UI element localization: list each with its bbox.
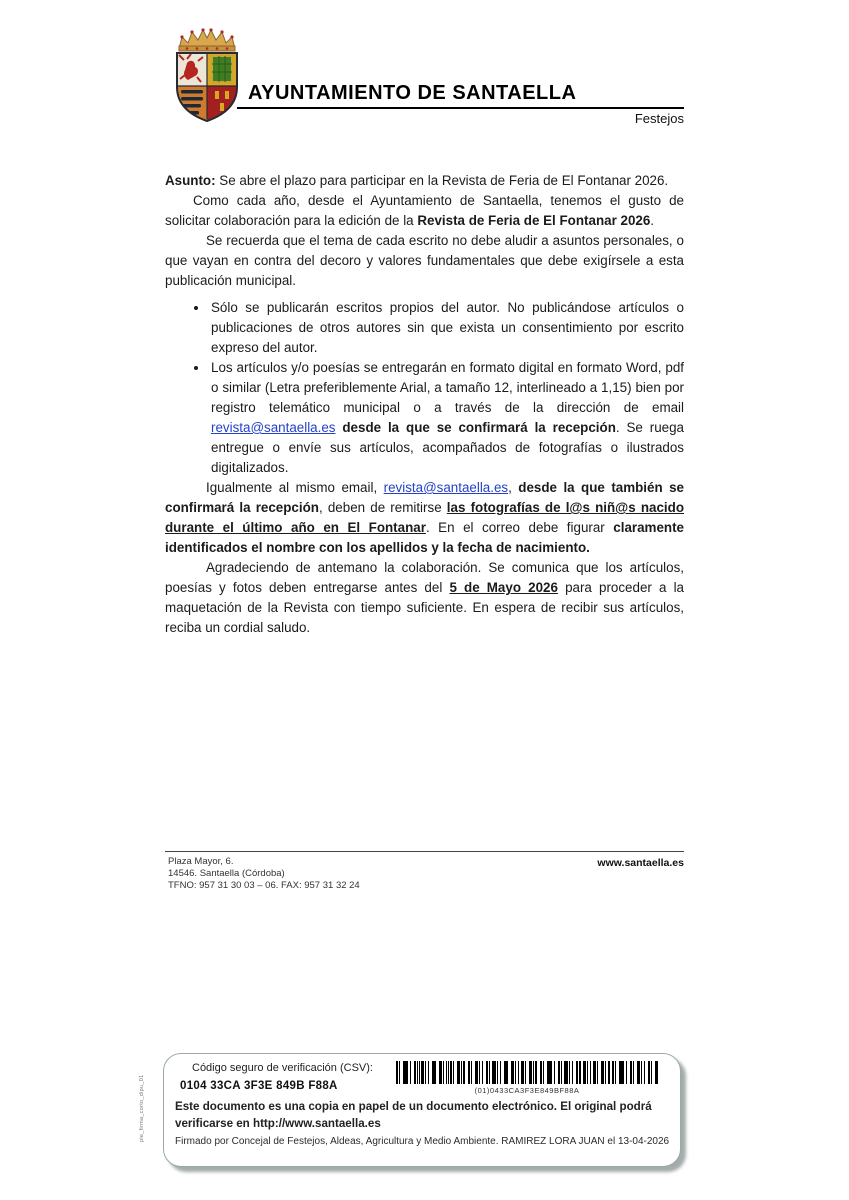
paragraph-rules: Se recuerda que el tema de cada escrito no debe aludir a asuntos personales, o que vayan en contra del decoro y valores fundamentales que debe exigírsele a esta publicación municipal. (165, 233, 684, 288)
paragraph-deadline (165, 558, 684, 638)
department-label: Festejos (634, 111, 684, 126)
side-stamp-label: pie_firma_corto_dipu_01 (139, 1074, 145, 1142)
santaella-coat-of-arms-icon (167, 27, 247, 125)
bullet-bold-text: desde la que se confirmará la recepción (335, 420, 616, 435)
paragraph-text: Como cada año, desde el Ayuntamiento de Santaella, tenemos el gusto de solicitar colaboración para la edición de la (165, 193, 684, 228)
email-link[interactable]: revista@santaella.es (383, 480, 509, 495)
org-title: AYUNTAMIENTO DE SANTAELLA (248, 82, 577, 104)
paragraph-photos (165, 478, 684, 558)
paragraph-intro (165, 191, 684, 231)
paragraph-text: Agradeciendo de antemano la colaboración. Se comunica que los artículos, poesías y fotos deben entregarse antes del (165, 560, 684, 595)
barcode-image (396, 1061, 658, 1084)
header-rule (237, 107, 684, 109)
signed-by-line: Firmado por Concejal de Festejos, Aldeas, Agricultura y Medio Ambiente. RAMIREZ LORA JUAN el 13-04-2026 (175, 1136, 670, 1147)
paragraph-text: , (508, 480, 519, 495)
paragraph-bold-text: Revista de Feria de El Fontanar 2026 (417, 213, 651, 228)
copy-notice: Este documento es una copia en papel de un documento electrónico. El original podrá verificarse en http://www.santaella.es (175, 1100, 652, 1130)
paragraph-bold-underline-text: las fotografías de l@s niñ@s nacido durante el último año en El Fontanar (165, 500, 684, 535)
subject-label: Asunto: (165, 173, 216, 188)
paragraph-bold-text: claramente identificados el nombre con los apellidos y la fecha de nacimiento. (165, 520, 684, 555)
letter-body (165, 171, 684, 638)
paragraph-text: para proceder a la maquetación de la Revista con tiempo suficiente. En espera de recibir sus artículos, reciba un cordial saludo. (165, 580, 684, 635)
csv-code: 0104 33CA 3F3E 849B F88A (180, 1080, 338, 1092)
csv-label: Código seguro de verificación (CSV): (192, 1062, 373, 1074)
bullet-text: . Se ruega entregue o envíe sus artículos, acompañados de fotografías o ilustrados digitalizados. (211, 420, 685, 475)
address-line: TFNO: 957 31 30 03 – 06. FAX: 957 31 32 24 (168, 880, 360, 891)
list-item (209, 358, 684, 478)
address-line: 14546. Santaella (Córdoba) (168, 868, 285, 879)
paragraph-text: Igualmente al mismo email, (206, 480, 384, 495)
footer-rule (165, 851, 684, 852)
footer-address (168, 856, 360, 892)
paragraph-text: . (650, 213, 655, 228)
barcode-text: (01)0433CA3F3E849BF88A (474, 1086, 580, 1095)
address-line: Plaza Mayor, 6. (168, 856, 234, 867)
subject-line (165, 171, 684, 191)
bullet-text: Sólo se publicarán escritos propios del autor. No publicándose artículos o publicaciones de otros autores sin que exista un consentimiento por escrito expreso del autor. (211, 300, 684, 355)
paragraph-text: . En el correo debe figurar (425, 520, 614, 535)
verification-box (163, 1053, 681, 1167)
bullet-text: Los artículos y/o poesías se entregarán en formato digital en formato Word, pdf o similar (Letra preferiblemente Arial, a tamaño 12, interlineado a 1,15) bien por registro telemático municipal o a través de la dirección de email (211, 360, 684, 415)
footer-website: www.santaella.es (597, 857, 684, 869)
subject-text: Se abre el plazo para participar en la Revista de Feria de El Fontanar 2026. (215, 173, 669, 188)
paragraph-text: , deben de remitirse (318, 500, 447, 515)
paragraph-bold-text: desde la que también se confirmará la recepción (165, 480, 684, 515)
email-link[interactable]: revista@santaella.es (211, 420, 336, 435)
deadline-date: 5 de Mayo 2026 (449, 580, 558, 595)
bullet-list (165, 298, 684, 478)
list-item (209, 298, 684, 358)
